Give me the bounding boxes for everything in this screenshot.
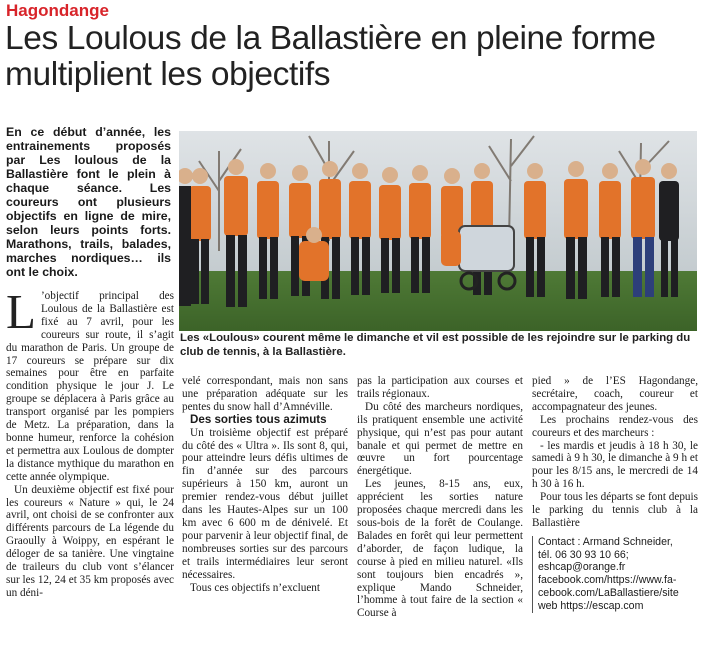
section-subhead: Des sorties tous azimuts <box>190 412 327 426</box>
paragraph: Un troisième objectif est préparé du côté des « Ultra ». Ils sont 8, qui, pour atteindre leurs défis ultimes de fin d’année sur des parcours supérieurs à 150 km, auront un premier rendez-vous début juillet dans les Hautes-Alpes sur un 100 km avec 6 600 m de dénivelé. Et pour parvenir à leur objectif final, de nombreuses sorties sur des parcours et trails intermédiaires leur seront nécessaires. <box>182 426 348 581</box>
paragraph: Un deuxième objectif est fixé pour les coureurs « Nature » qui, le 24 avril, ont choisi de se confronter aux différents parcours de La légende du Graoully à Woippy, en espérant le déloger de sa tanière. Une vingtaine de traileurs du club vont s’élancer sur les 12, 24 et 35 km proposés avec un déni- <box>6 483 174 599</box>
photo-caption: Les «Loulous» courent même le dimanche et vil est possible de les rejoindre sur le parking du club de tennis, à la Ballastière. <box>180 332 691 358</box>
paragraph: pas la participation aux courses et trails régionaux. <box>357 375 523 400</box>
runners-group-photo <box>179 131 697 331</box>
paragraph: Pour tous les départs se font depuis le parking du tennis club à la Ballastière <box>532 491 698 529</box>
column-3 <box>357 375 523 620</box>
dropcap: L <box>6 284 36 339</box>
paragraph <box>6 284 174 484</box>
contact-line: facebook.com/https://www.fa- <box>538 574 677 587</box>
article-kicker: Hagondange <box>6 1 109 20</box>
contact-line: tél. 06 30 93 10 66; <box>538 548 629 561</box>
paragraph: Tous ces objectifs n’excluent <box>190 581 321 594</box>
paragraph: Du côté des marcheurs nordiques, ils pratiquent ensemble une activité physique, qui n’est pas pour autant banale et qui permet de mettre en œuvre un fort pourcentage énergétique. <box>357 400 523 478</box>
chapo-text: En ce début d’année, les entrainements proposés par Les loulous de la Ballastière font le plein à chaque séance. Les coureurs ont plusieurs objectifs en ligne de mire, selon leurs points forts. Marathons, trails, balades, marches nordiques… ils ont le choix. <box>6 125 171 279</box>
contact-box <box>532 536 698 613</box>
article-chapo <box>6 125 171 279</box>
contact-line: cebook.com/LaBallastiere/site <box>538 587 679 600</box>
article-photo <box>179 131 697 331</box>
column-1 <box>6 284 174 600</box>
paragraph: pied » de l’ES Hagondange, secrétaire, coach, coureur et accompagnateur des jeunes. <box>532 375 698 413</box>
paragraph: Les prochains rendez-vous des coureurs et des marcheurs : <box>532 413 698 439</box>
paragraph: Les jeunes, 8-15 ans, eux, apprécient les sorties nature proposées chaque mercredi dans les sous-bois de la forêt de Coulange. Balades en forêt qui leur permettent d’aborder, de façon ludique, la course à pied en milieu naturel. «Ils sont toujours bien encadrés », explique Mando Schneider, l’homme à tout faire de la section « Course à <box>357 478 523 620</box>
contact-line: web https://escap.com <box>538 599 644 612</box>
column-4 <box>532 375 698 613</box>
contact-line: eshcap@orange.fr <box>538 561 626 574</box>
contact-line: Contact : Armand Schneider, <box>538 535 673 548</box>
paragraph: - les mardis et jeudis à 18 h 30, le samedi à 9 h 30, le dimanche à 9 h et pour les 8/15 ans, le mercredi de 14 h 30 à 16 h. <box>532 439 698 491</box>
article-headline: Les Loulous de la Ballastière en pleine forme multiplient les objectifs <box>5 20 656 93</box>
column-2 <box>182 375 348 594</box>
paragraph: velé correspondant, mais non sans une préparation adéquate sur les pentes du snow hall d’Amnéville. <box>182 375 348 413</box>
paragraph-text: ’objectif principal des Loulous de la Ballastière est fixé au 7 avril, pour les coureurs sur route, il s’agit du marathon de Paris. Un groupe de 17 coureurs se prépare sur dix semaines pour être en parfaite condition physique le jour J. Le groupe se déplacera à Paris grâce au transport organisé par les pompiers de Metz. La préparation, dans la bonne humeur, renforce la cohésion et permettra aux Loulous de dompter la distance mythique du marathon en cette année olympique. <box>6 290 174 483</box>
